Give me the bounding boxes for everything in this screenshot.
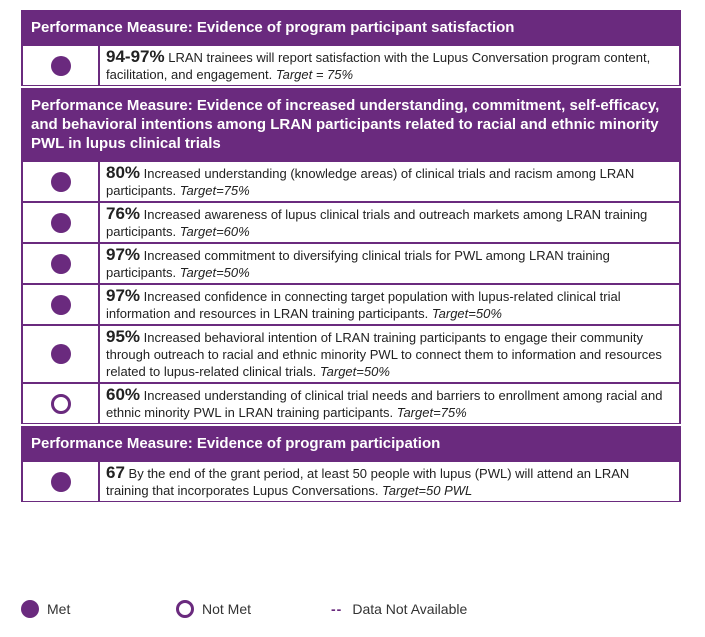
section-header-understanding: Performance Measure: Evidence of increased understanding, commitment, self-efficacy, and behavioral intentions among LRAN participants related to racial and ethnic minority PWL in lupus clinical trials — [21, 88, 681, 161]
table-row — [21, 325, 681, 383]
result-target: Target = 75% — [275, 67, 354, 82]
table-row — [21, 161, 681, 202]
met-dot-icon — [51, 56, 71, 76]
measure-text — [100, 46, 679, 85]
measure-text — [100, 384, 679, 423]
status-cell — [23, 285, 98, 324]
result-description: By the end of the grant period, at least 50 people with lupus (PWL) will attend an LRAN training that incorporates Lupus Conversations. — [106, 466, 630, 498]
met-dot-icon — [51, 172, 71, 192]
result-value: 60% — [106, 385, 141, 404]
section-header-participation: Performance Measure: Evidence of program participation — [21, 426, 681, 461]
result-target: Target=50 PWL — [382, 483, 473, 498]
result-value: 95% — [106, 327, 141, 346]
status-cell — [23, 326, 98, 382]
result-description: Increased understanding of clinical trial needs and barriers to enrollment among racial and ethnic minority PWL in LRAN training participants. — [106, 388, 663, 420]
measure-text — [100, 462, 679, 501]
table-row — [21, 383, 681, 424]
table-row — [21, 461, 681, 502]
met-dot-icon — [51, 254, 71, 274]
legend-met-label: Met — [47, 601, 71, 617]
measure-text — [100, 162, 679, 201]
measure-text — [100, 285, 679, 324]
status-cell — [23, 203, 98, 242]
result-description: LRAN trainees will report satisfaction with the Lupus Conversation program content, facilitation, and engagement. — [106, 50, 651, 82]
table-row — [21, 284, 681, 325]
status-cell — [23, 244, 98, 283]
dash-icon: -- — [331, 601, 343, 617]
result-target: Target=75% — [396, 405, 467, 420]
table-row — [21, 202, 681, 243]
result-value: 97% — [106, 286, 141, 305]
status-cell — [23, 384, 98, 423]
result-description: Increased behavioral intention of LRAN training participants to engage their community through outreach to racial and ethnic minority PWL to connect them to information and resources related to lupus-related clinical trials. — [106, 330, 662, 379]
result-target: Target=75% — [179, 183, 250, 198]
status-cell — [23, 162, 98, 201]
legend-not-available-label: Data Not Available — [352, 601, 468, 617]
status-cell — [23, 462, 98, 501]
section-header-satisfaction: Performance Measure: Evidence of program participant satisfaction — [21, 10, 681, 45]
result-value: 67 — [106, 463, 125, 482]
not-met-circle-icon — [51, 394, 71, 414]
met-dot-icon — [21, 600, 39, 618]
result-target: Target=50% — [431, 306, 502, 321]
met-dot-icon — [51, 344, 71, 364]
result-target: Target=50% — [319, 364, 390, 379]
result-value: 80% — [106, 163, 141, 182]
not-met-circle-icon — [176, 600, 194, 618]
met-dot-icon — [51, 213, 71, 233]
measure-text — [100, 244, 679, 283]
result-value: 97% — [106, 245, 141, 264]
table-row — [21, 243, 681, 284]
legend-not-met-label: Not Met — [202, 601, 252, 617]
result-description: Increased commitment to diversifying clinical trials for PWL among LRAN training participants. — [106, 248, 610, 280]
legend-not-met — [176, 598, 251, 620]
legend — [21, 598, 681, 620]
result-description: Increased awareness of lupus clinical trials and outreach markets among LRAN training participants. — [106, 207, 648, 239]
result-description: Increased understanding (knowledge areas) of clinical trials and racism among LRAN participants. — [106, 166, 635, 198]
result-target: Target=50% — [179, 265, 250, 280]
measure-text — [100, 326, 679, 382]
met-dot-icon — [51, 295, 71, 315]
measure-text — [100, 203, 679, 242]
result-description: Increased confidence in connecting target population with lupus-related clinical trial information and resources in LRAN training participants. — [106, 289, 621, 321]
result-value: 94-97% — [106, 47, 165, 66]
met-dot-icon — [51, 472, 71, 492]
status-cell — [23, 46, 98, 85]
table-row — [21, 45, 681, 86]
result-value: 76% — [106, 204, 141, 223]
result-target: Target=60% — [179, 224, 250, 239]
legend-not-available — [331, 598, 467, 620]
legend-met — [21, 598, 70, 620]
performance-table — [21, 10, 681, 502]
